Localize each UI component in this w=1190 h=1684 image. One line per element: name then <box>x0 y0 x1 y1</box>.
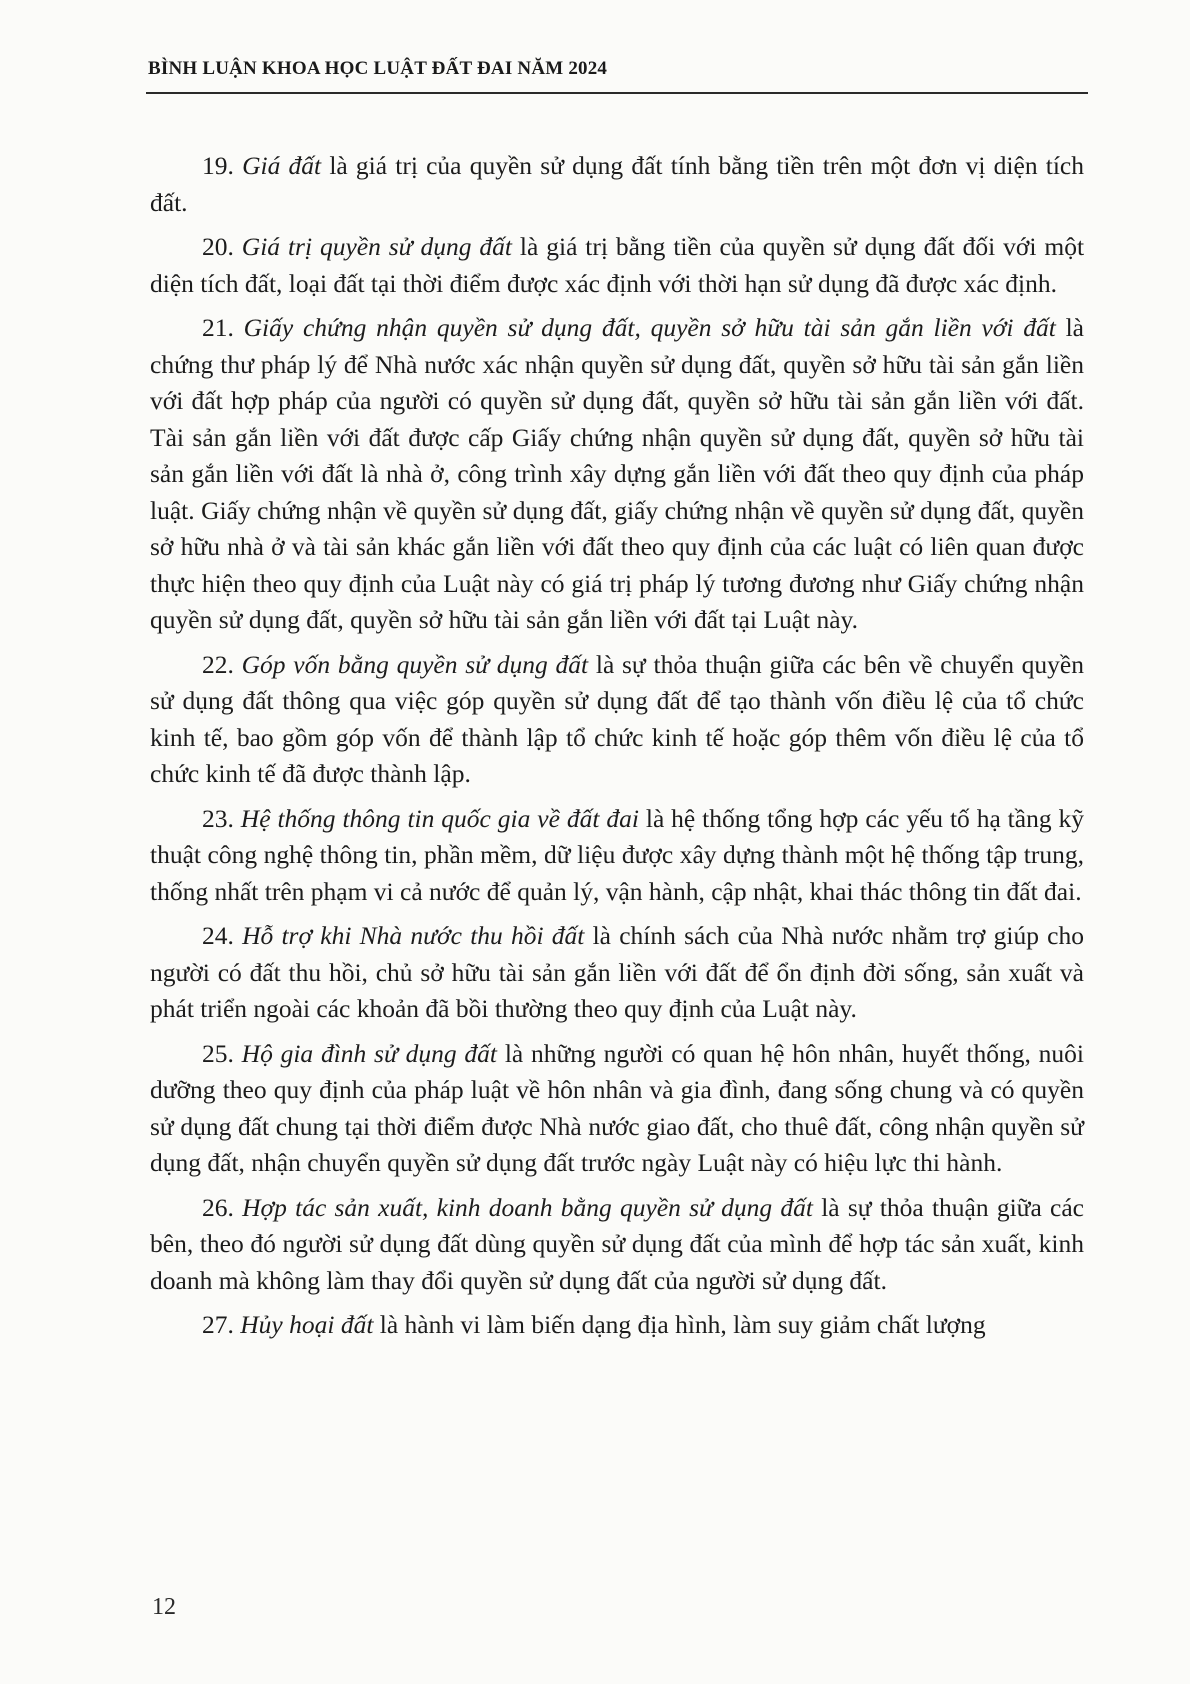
definition-text: là sự thỏa thuận giữa các bên, theo đó người sử dụng đất dùng quyền sử dụng đất của mình để hợp tác sản xuất, kinh doanh mà không làm thay đổi quyền sử dụng đất của người sử dụng đất. <box>150 1192 1084 1295</box>
defined-term: Giấy chứng nhận quyền sử dụng đất, quyền sở hữu tài sản gắn liền với đất <box>243 313 1056 342</box>
definition-number: 23. <box>202 803 234 833</box>
page-number: 12 <box>152 1594 176 1620</box>
definition-number: 24. <box>202 921 234 950</box>
definition-number: 19. <box>202 151 234 180</box>
definition-paragraph-21 <box>150 310 1084 639</box>
defined-term: Hủy hoại đất <box>240 1310 374 1339</box>
definition-text: là những người có quan hệ hôn nhân, huyết thống, nuôi dưỡng theo quy định của pháp luật về hôn nhân và gia đình, đang sống chung và có quyền sử dụng đất chung tại thời điểm được Nhà nước giao đất, cho thuê đất, công nhận quyền sử dụng đất, nhận chuyển quyền sử dụng đất trước ngày Luật này có hiệu lực thi hành. <box>150 1038 1085 1177</box>
definition-paragraph-23 <box>150 801 1084 911</box>
definition-number: 20. <box>202 232 234 261</box>
definition-paragraph-27 <box>150 1307 1084 1344</box>
definition-paragraph-19 <box>150 148 1084 221</box>
definition-text: là hành vi làm biến dạng địa hình, làm suy giảm chất lượng <box>379 1310 986 1339</box>
body-text <box>150 148 1084 1352</box>
definition-number: 22. <box>202 649 234 679</box>
definition-text: là sự thỏa thuận giữa các bên về chuyển quyền sử dụng đất thông qua việc góp quyền sử dụng đất để tạo thành vốn điều lệ của tổ chức kinh tế, bao gồm góp vốn để thành lập tổ chức kinh tế hoặc góp thêm vốn điều lệ của tổ chức kinh tế đã được thành lập. <box>150 649 1084 788</box>
definition-paragraph-24 <box>150 918 1084 1028</box>
definition-paragraph-20 <box>150 229 1084 302</box>
definition-number: 21. <box>202 313 234 342</box>
defined-term: Giá đất <box>242 151 322 180</box>
definition-number: 26. <box>202 1192 234 1222</box>
defined-term: Hợp tác sản xuất, kinh doanh bằng quyền sử dụng đất <box>242 1192 813 1222</box>
definition-text: là chính sách của Nhà nước nhằm trợ giúp cho người có đất thu hồi, chủ sở hữu tài sản gắn liền với đất để ổn định đời sống, sản xuất và phát triển ngoài các khoản đã bồi thường theo quy định của Luật này. <box>150 921 1084 1023</box>
defined-term: Giá trị quyền sử dụng đất <box>241 232 512 261</box>
definition-number: 25. <box>202 1038 234 1068</box>
definition-paragraph-22 <box>150 647 1084 793</box>
definition-text: là giá trị bằng tiền của quyền sử dụng đất đối với một diện tích đất, loại đất tại thời điểm được xác định với thời hạn sử dụng đã được xác định. <box>150 232 1085 298</box>
running-header: BÌNH LUẬN KHOA HỌC LUẬT ĐẤT ĐAI NĂM 2024 <box>148 58 608 79</box>
definition-paragraph-25 <box>150 1036 1084 1182</box>
definition-text: là giá trị của quyền sử dụng đất tính bằng tiền trên một đơn vị diện tích đất. <box>150 151 1084 217</box>
header-rule <box>146 92 1088 94</box>
defined-term: Hệ thống thông tin quốc gia về đất đai <box>240 803 639 833</box>
definition-number: 27. <box>202 1310 234 1339</box>
defined-term: Hộ gia đình sử dụng đất <box>241 1038 498 1068</box>
defined-term: Góp vốn bằng quyền sử dụng đất <box>241 649 589 679</box>
definition-text: là chứng thư pháp lý để Nhà nước xác nhận quyền sử dụng đất, quyền sở hữu tài sản gắn liền với đất hợp pháp của người có quyền sử dụng đất, quyền sở hữu tài sản gắn liền với đất. Tài sản gắn liền với đất được cấp Giấy chứng nhận quyền sử dụng đất, quyền sở hữu tài sản gắn liền với đất là nhà ở, công trình xây dựng gắn liền với đất theo quy định của pháp luật. Giấy chứng nhận về quyền sử dụng đất, giấy chứng nhận về quyền sử dụng đất, quyền sở hữu nhà ở và tài sản khác gắn liền với đất theo quy định của các luật có liên quan được thực hiện theo quy định của Luật này có giá trị pháp lý tương đương như Giấy chứng nhận quyền sử dụng đất, quyền sở hữu tài sản gắn liền với đất tại Luật này. <box>150 313 1084 634</box>
definition-text: là hệ thống tổng hợp các yếu tố hạ tầng kỹ thuật công nghệ thông tin, phần mềm, dữ liệu được xây dựng thành một hệ thống tập trung, thống nhất trên phạm vi cả nước để quản lý, vận hành, cập nhật, khai thác thông tin đất đai. <box>150 803 1085 906</box>
defined-term: Hỗ trợ khi Nhà nước thu hồi đất <box>242 921 585 950</box>
definition-paragraph-26 <box>150 1190 1084 1300</box>
